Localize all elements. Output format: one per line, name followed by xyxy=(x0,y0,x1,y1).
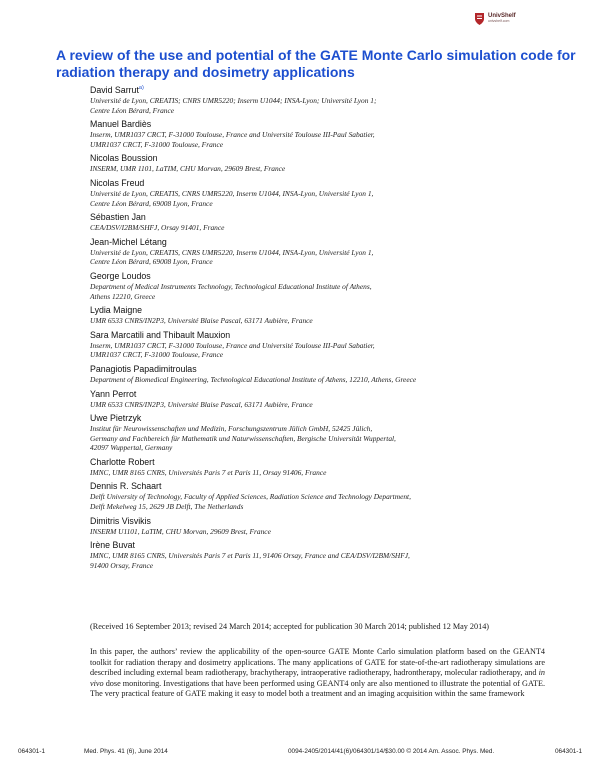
author-affiliation: Department of Biomedical Engineering, Technological Educational Institute of Athens, 12210, Athens, Greece xyxy=(90,374,417,384)
author-name-text: Nicolas Freud xyxy=(90,177,145,188)
author-affiliation: Germany and Fachbereich für Mathematik und Naturwissenschaften, Bergische Universität Wuppertal, xyxy=(90,433,396,443)
author-entry xyxy=(90,237,560,267)
author-affiliation: IMNC, UMR 8165 CNRS, Universités Paris 7 et Paris 11, 91406 Orsay, France and CEA/DSV/I2BM/SHFJ, xyxy=(90,551,410,561)
author-affiliation: 42097 Wuppertal, Germany xyxy=(90,443,173,453)
author-entry xyxy=(90,516,560,537)
author-name-text: Sébastien Jan xyxy=(90,212,146,223)
abstract-italic: in vivo xyxy=(90,668,545,688)
author-entry xyxy=(90,153,560,174)
author-affiliation: Centre Léon Bérard, 69008 Lyon, France xyxy=(90,198,213,208)
author-affiliation: 91400 Orsay, France xyxy=(90,560,154,570)
author-entry xyxy=(90,364,560,385)
author-entry xyxy=(90,271,560,301)
author-affiliation: INSERM U1101, LaTIM, CHU Morvan, 29609 Brest, France xyxy=(90,526,271,536)
author-entry xyxy=(90,413,560,453)
author-name-text: Irène Buvat xyxy=(90,540,135,551)
author-affiliation: Delft Mekelweg 15, 2629 JB Delft, The Netherlands xyxy=(90,502,244,512)
author-name-text: Dimitris Visvikis xyxy=(90,515,151,526)
author-name xyxy=(90,271,560,282)
author-name-text: Dennis R. Schaart xyxy=(90,481,162,492)
author-affiliation: Inserm, UMR1037 CRCT, F-31000 Toulouse, France and Université Toulouse III-Paul Sabatier, xyxy=(90,340,375,350)
author-name xyxy=(90,413,560,424)
author-name xyxy=(90,212,560,223)
author-name-text: Jean-Michel Létang xyxy=(90,236,167,247)
author-name-text: George Loudos xyxy=(90,270,151,281)
page-footer xyxy=(18,748,582,758)
author-name xyxy=(90,457,560,468)
author-affiliation: IMNC, UMR 8165 CNRS, Universités Paris 7 et Paris 11, Orsay 91406, France xyxy=(90,467,327,477)
author-name-text: David Sarrut xyxy=(90,85,139,95)
author-affiliation: Université de Lyon, CREATIS, CNRS UMR5220, Inserm U1044, INSA-Lyon, Université Lyon 1, xyxy=(90,247,374,257)
logo-subtext: univshelf.com xyxy=(488,19,510,23)
paper-title: A review of the use and potential of the GATE Monte Carlo simulation code for radiation therapy and dosimetry applications xyxy=(56,47,576,80)
received-dates: (Received 16 September 2013; revised 24 March 2014; accepted for publication 30 March 2014; published 12 May 2014) xyxy=(90,622,490,631)
author-entry xyxy=(90,457,560,478)
author-affiliation: Delft University of Technology, Faculty of Applied Sciences, Radiation Science and Technology Department, xyxy=(90,492,411,502)
author-entry xyxy=(90,540,560,570)
author-affiliation: Université de Lyon, CREATIS, CNRS UMR5220, Inserm U1044, INSA-Lyon, Université Lyon 1, xyxy=(90,188,374,198)
author-affiliation: Athens 12210, Greece xyxy=(90,291,156,301)
page-number-left: 064301-1 xyxy=(18,748,46,755)
author-affiliation: Centre Léon Bérard, 69008 Lyon, France xyxy=(90,257,213,267)
author-name-text: Panagiotis Papadimitroulas xyxy=(90,363,197,374)
author-affiliation: UMR 6533 CNRS/IN2P3, Université Blaise Pascal, 63171 Aubière, France xyxy=(90,399,313,409)
author-name xyxy=(90,516,560,527)
author-name xyxy=(90,178,560,189)
author-name-text: Lydia Maigne xyxy=(90,305,142,316)
author-name-text: Nicolas Boussion xyxy=(90,153,158,164)
author-name-text: Yann Perrot xyxy=(90,388,137,399)
abstract-text: In this paper, the authors’ review the applicability of the open-source GATE Monte Carlo simulation platform based on the GEANT4 toolkit for radiation therapy and dosimetry applications. The many applications of GATE for state-of-the-art radiotherapy simulations are described including external beam radiotherapy, brachytherapy, intraoperative radiotherapy, hadrontherapy, molecular radiotherapy, and xyxy=(90,647,545,677)
author-name xyxy=(90,153,560,164)
author-name-text: Uwe Pietrzyk xyxy=(90,413,142,424)
author-affiliation: Centre Léon Bérard, France xyxy=(90,105,175,115)
author-affiliation: Inserm, UMR1037 CRCT, F-31000 Toulouse, France and Université Toulouse III-Paul Sabatier, xyxy=(90,130,375,140)
abstract-text-cont: dose monitoring. Investigations that have been performed using GEANT4 only are also mentioned to illustrate the potential of GATE. The very practical feature of GATE making it easy to model both a treatment and an imaging acquisition within the same framework xyxy=(90,678,545,698)
author-name xyxy=(90,389,560,400)
author-name xyxy=(90,330,560,341)
logo-text: UnivShelf xyxy=(488,13,516,19)
author-name xyxy=(90,364,560,375)
journal-citation: Med. Phys. 41 (6), June 2014 xyxy=(84,748,168,755)
author-entry xyxy=(90,389,560,410)
author-entry xyxy=(90,330,560,360)
author-affiliation: Université de Lyon, CREATIS; CNRS UMR5220; Inserm U1044; INSA-Lyon; Université Lyon 1; xyxy=(90,96,377,105)
author-name xyxy=(90,540,560,551)
author-affiliation: Institut für Neurowissenschaften und Medizin, Forschungszentrum Jülich GmbH, 52425 Jülich, xyxy=(90,424,373,434)
author-name xyxy=(90,481,560,492)
publisher-logo xyxy=(474,10,530,28)
author-affiliation: UMR 6533 CNRS/IN2P3, Université Blaise Pascal, 63171 Aubière, France xyxy=(90,316,313,326)
author-entry xyxy=(90,212,560,233)
author-list xyxy=(90,85,560,574)
page-number-right: 064301-1 xyxy=(554,748,582,755)
shield-logo-icon xyxy=(474,12,485,26)
author-entry xyxy=(90,305,560,326)
author-entry xyxy=(90,481,560,511)
author-name-text: Manuel Bardiès xyxy=(90,119,152,130)
author-entry xyxy=(90,85,560,115)
author-affiliation: UMR1037 CRCT, F-31000 Toulouse, France xyxy=(90,139,224,149)
author-name xyxy=(90,237,560,248)
author-entry xyxy=(90,119,560,149)
abstract xyxy=(90,647,545,700)
author-name xyxy=(90,119,560,130)
author-affiliation: CEA/DSV/I2BM/SHFJ, Orsay 91401, France xyxy=(90,223,225,233)
author-entry xyxy=(90,178,560,208)
author-name-text: Charlotte Robert xyxy=(90,456,155,467)
copyright-line: 0094-2405/2014/41(6)/064301/14/$30.00 © 2014 Am. Assoc. Phys. Med. xyxy=(288,748,495,755)
corresponding-author-marker[interactable]: a) xyxy=(138,85,144,92)
author-affiliation: INSERM, UMR 1101, LaTIM, CHU Morvan, 29609 Brest, France xyxy=(90,164,286,174)
author-affiliation: Department of Medical Instruments Technology, Technological Educational Institute of Athens, xyxy=(90,281,372,291)
author-affiliation: UMR1037 CRCT, F-31000 Toulouse, France xyxy=(90,350,224,360)
author-name xyxy=(90,85,560,96)
author-name xyxy=(90,305,560,316)
author-name-text: Sara Marcatili and Thibault Mauxion xyxy=(90,329,231,340)
